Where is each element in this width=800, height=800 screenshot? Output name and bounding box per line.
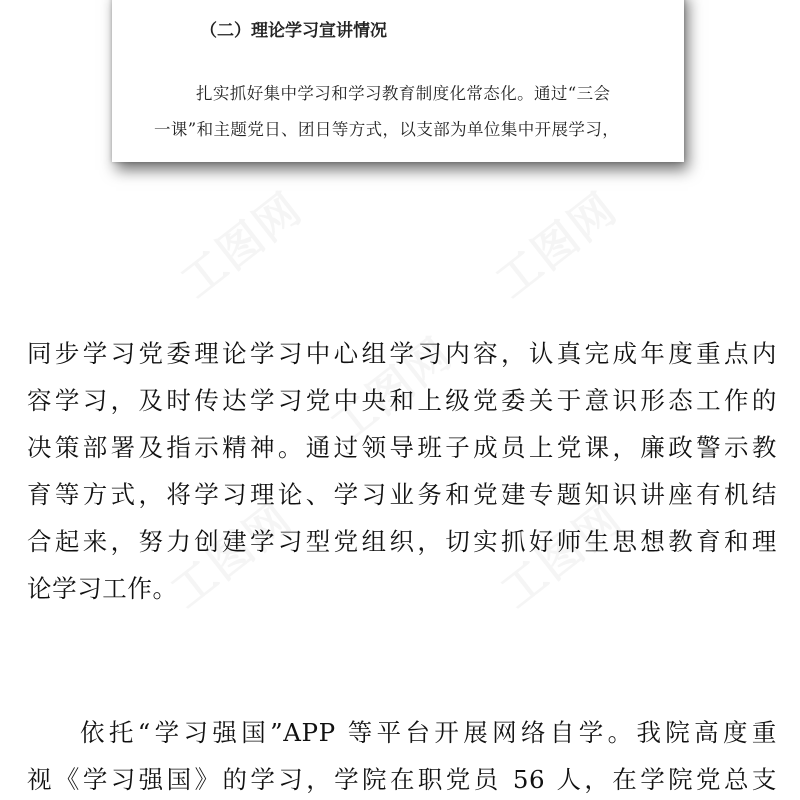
card-text-line-2: 一课”和主题党日、团日等方式，以支部为单位集中开展学习， xyxy=(154,120,620,139)
paragraph-line: 合起来，努力创建学习型党组织，切实抓好师生思想教育和理 xyxy=(27,527,777,556)
paragraph-1 xyxy=(27,330,777,612)
paragraph-2 xyxy=(27,709,777,800)
watermark-logo: 工图网 xyxy=(171,182,312,309)
watermark-logo: 工图网 xyxy=(486,182,627,309)
section-heading: （二）理论学习宣讲情况 xyxy=(200,21,387,41)
paragraph-line: 依托“学习强国”APP 等平台开展网络自学。我院高度重 xyxy=(80,718,777,747)
paragraph-line: 育等方式，将学习理论、学习业务和党建专题知识讲座有机结 xyxy=(27,480,777,509)
card-text-line-1: 扎实抓好集中学习和学习教育制度化常态化。通过“三会 xyxy=(196,84,611,103)
paragraph-line: 决策部署及指示精神。通过领导班子成员上党课，廉政警示教 xyxy=(27,433,777,462)
paragraph-line: 容学习，及时传达学习党中央和上级党委关于意识形态工作的 xyxy=(27,386,777,415)
paragraph-line: 同步学习党委理论学习中心组学习内容，认真完成年度重点内 xyxy=(27,339,777,368)
watermark-logo: 工图网 xyxy=(161,492,302,619)
paragraph-line: 论学习工作。 xyxy=(27,574,178,603)
watermark-logo: 工图网 xyxy=(491,492,632,619)
watermark-logo: 工图网 xyxy=(321,327,462,454)
paragraph-line: 视《学习强国》的学习，学院在职党员 56 人，在学院党总支 xyxy=(27,765,777,794)
